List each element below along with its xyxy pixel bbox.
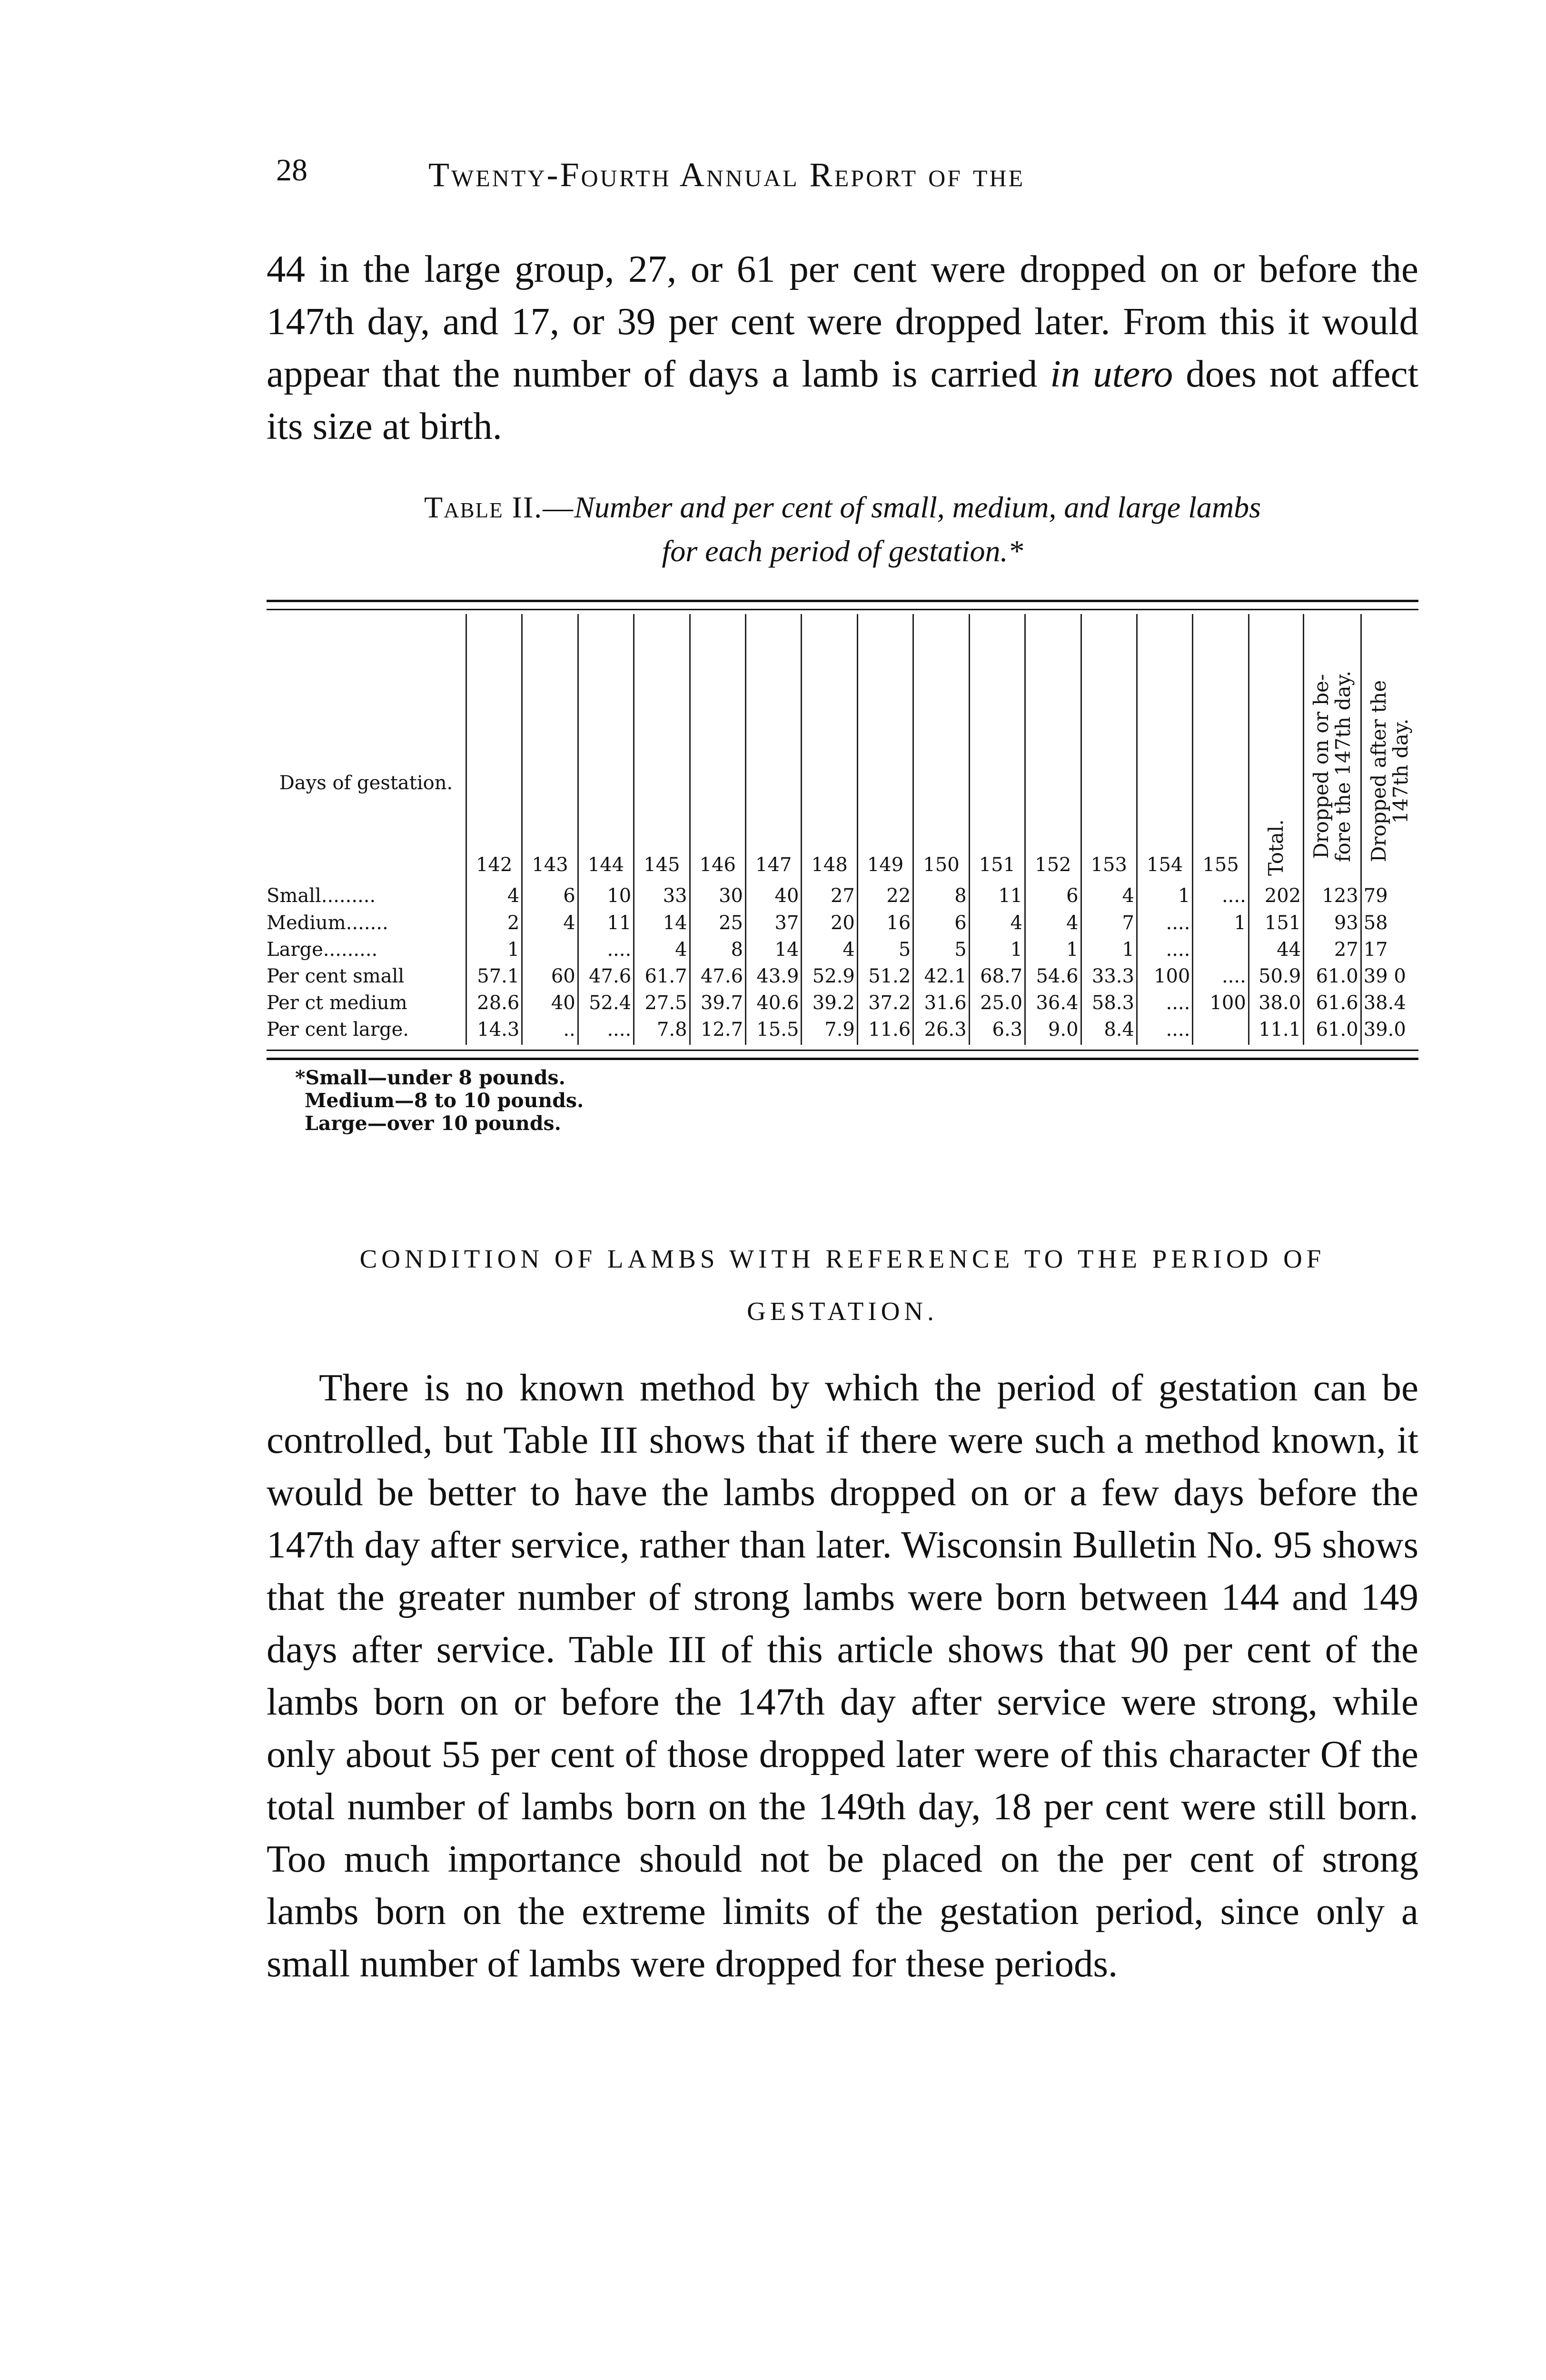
table-cell: 8 [690, 938, 745, 965]
page-number: 28 [276, 153, 307, 188]
table-cell: 11 [969, 881, 1025, 912]
table-cell: 1 [1137, 881, 1192, 912]
table-cell: .... [1137, 1018, 1192, 1045]
table-cell: 61.0 [1304, 965, 1361, 992]
paragraph1-italic: in utero [1050, 352, 1173, 395]
table-cell: 7.8 [634, 1018, 690, 1045]
table-cell: .... [1137, 992, 1192, 1018]
table-caption-line-2: for each period of gestation.* [662, 534, 1023, 568]
col-header: 152 [1025, 614, 1081, 881]
table-cell: 43.9 [746, 965, 802, 992]
table-cell: 15.5 [746, 1018, 802, 1045]
table-cell: 1 [969, 938, 1025, 965]
running-title: Twenty-Fourth Annual Report of the [428, 156, 1025, 194]
table-cell: 39.7 [690, 992, 745, 1018]
table-cell: 100 [1137, 965, 1192, 992]
table-cell: .... [578, 1018, 634, 1045]
table-cell: 68.7 [969, 965, 1025, 992]
table-cell: 11.1 [1249, 1018, 1303, 1045]
table-cell: .. [522, 1018, 578, 1045]
table-cell: 36.4 [1025, 992, 1081, 1018]
table-cell: 47.6 [578, 965, 634, 992]
table-cell: 8 [913, 881, 969, 912]
table-cell: 38.0 [1249, 992, 1303, 1018]
table-cell: 123 [1304, 881, 1361, 912]
table-cell: 40 [746, 881, 802, 912]
table-cell: 5 [857, 938, 913, 965]
paragraph1-tail: does not affect its size at birth. [267, 352, 1419, 447]
table-cell: 11.6 [857, 1018, 913, 1045]
table-cell: 39.0 [1361, 1018, 1418, 1045]
running-head [267, 152, 1418, 205]
table-cell: 93 [1304, 912, 1361, 938]
table-cell: 52.9 [802, 965, 857, 992]
table-cell: 27 [802, 881, 857, 912]
table-row [267, 881, 1418, 912]
table-cell: 2 [466, 912, 522, 938]
table-cell: 38.4 [1361, 992, 1418, 1018]
table-cell: 1 [1081, 938, 1137, 965]
row-label: Large......... [267, 939, 378, 961]
table-cell [1193, 938, 1249, 965]
table-cell: 27.5 [634, 992, 690, 1018]
col-header: 142 [466, 614, 522, 881]
table-row [267, 1018, 1418, 1045]
table-row [267, 965, 1418, 992]
table-cell: 4 [1025, 912, 1081, 938]
table-cell: .... [1137, 912, 1192, 938]
table-body [267, 881, 1418, 1045]
col-header: 149 [857, 614, 913, 881]
table-cell: 26.3 [913, 1018, 969, 1045]
table-cell: 27 [1304, 938, 1361, 965]
table-cell: 4 [969, 912, 1025, 938]
paragraph-conditions: There is no known method by which the period of gestation can be controlled, but Table III shows that if there were such a method known, it would be better to have the lambs dropped on or a few days before the 147th day after service, rather than later. Wisconsin Bulletin No. 95 shows that the greater number of strong lambs were born between 144 and 149 days after service. Table III of this article shows that 90 per cent of the lambs born on or before the 147th day after service were strong, while only about 55 per cent of those dropped later were of this character Of the total number of lambs born on the 149th day, 18 per cent were still born. Too much importance should not be placed on the per cent of strong lambs born on the extreme limits of the gestation period, since only a small number of lambs were dropped for these periods. [267, 1366, 1418, 1985]
col-header: 144 [578, 614, 634, 881]
table-caption-line-1: Number and per cent of small, medium, and large lambs [574, 490, 1261, 524]
row-label: Medium....... [267, 912, 388, 934]
before-header-text: Dropped on or be-fore the 147th day. [1309, 670, 1355, 863]
gestation-table [267, 600, 1418, 1071]
table-cell: 61.0 [1304, 1018, 1361, 1045]
col-header: 148 [802, 614, 857, 881]
table-cell: 60 [522, 965, 578, 992]
table-cell: 11 [578, 912, 634, 938]
table-cell: 17 [1361, 938, 1418, 965]
col-header: 143 [522, 614, 578, 881]
table-cell: .... [1137, 938, 1192, 965]
after-header [1361, 614, 1418, 881]
table-cell: 39.2 [802, 992, 857, 1018]
paragraph-continued [267, 243, 1418, 452]
table-top-rule [267, 600, 1418, 610]
table-cell: 50.9 [1249, 965, 1303, 992]
table-cell: 25.0 [969, 992, 1025, 1018]
total-header [1249, 614, 1303, 881]
table-caption [267, 486, 1418, 573]
table-cell: 1 [1193, 912, 1249, 938]
table-footnotes [295, 1066, 584, 1135]
col-header: 147 [746, 614, 802, 881]
table-cell: 4 [802, 938, 857, 965]
row-label: Small......... [267, 885, 376, 907]
table-cell: 54.6 [1025, 965, 1081, 992]
paragraph1-line-3: later. From this it would appear that the number of days [267, 300, 1418, 395]
after-header-text: Dropped after the 147th day. [1367, 680, 1413, 863]
table-cell: 58.3 [1081, 992, 1137, 1018]
table-label: Table II.— [424, 490, 575, 524]
table-cell: 6 [522, 881, 578, 912]
footnote: Medium—8 to 10 pounds. [305, 1089, 584, 1112]
col-header: 155 [1193, 614, 1249, 881]
table-cell: 5 [913, 938, 969, 965]
footnote: *Small—under 8 pounds. [295, 1066, 565, 1089]
section-heading-line-2: GESTATION. [747, 1297, 938, 1326]
row-header: Days of gestation. [279, 772, 453, 794]
before-header [1304, 614, 1361, 881]
col-header: 146 [690, 614, 745, 881]
table-cell [1193, 1018, 1249, 1045]
table-cell: 79 [1361, 881, 1418, 912]
col-header: 145 [634, 614, 690, 881]
table-cell: 14 [634, 912, 690, 938]
table-cell: 4 [466, 881, 522, 912]
section-heading [267, 1233, 1418, 1338]
table-row [267, 992, 1418, 1018]
table-cell: 33.3 [1081, 965, 1137, 992]
paragraph1-line-2: or before the 147th day, and 17, or 39 per cent were dropped [267, 248, 1418, 343]
table-cell: 151 [1249, 912, 1303, 938]
table-cell: .... [1193, 881, 1249, 912]
table-cell: 20 [802, 912, 857, 938]
data-table [267, 614, 1418, 1045]
table-cell: 10 [578, 881, 634, 912]
table-header-row [267, 614, 1418, 881]
table-cell: 40 [522, 992, 578, 1018]
table-cell: .... [578, 938, 634, 965]
table-cell: 31.6 [913, 992, 969, 1018]
table-cell: 4 [522, 912, 578, 938]
table-cell: 22 [857, 881, 913, 912]
table-cell: 58 [1361, 912, 1418, 938]
row-label: Per cent small [267, 965, 405, 988]
table-cell: 37 [746, 912, 802, 938]
table-cell: 30 [690, 881, 745, 912]
table-cell: 40.6 [746, 992, 802, 1018]
table-cell: 16 [857, 912, 913, 938]
table-cell: 100 [1193, 992, 1249, 1018]
table-cell: 1 [1025, 938, 1081, 965]
table-cell: 47.6 [690, 965, 745, 992]
table-cell: 61.7 [634, 965, 690, 992]
table-cell: 1 [466, 938, 522, 965]
table-cell: 57.1 [466, 965, 522, 992]
row-label: Per cent large. [267, 1019, 409, 1041]
table-cell: 14.3 [466, 1018, 522, 1045]
table-cell: 37.2 [857, 992, 913, 1018]
table-cell: 25 [690, 912, 745, 938]
table-cell: .... [1193, 965, 1249, 992]
table-row [267, 912, 1418, 938]
paragraph1-line-1: 44 in the large group, 27, or 61 per cent were dropped on [267, 248, 1199, 290]
table-cell: 9.0 [1025, 1018, 1081, 1045]
table-cell: 6 [913, 912, 969, 938]
section-heading-line-1: CONDITION OF LAMBS WITH REFERENCE TO THE PERIOD OF [359, 1244, 1326, 1273]
col-header: 150 [913, 614, 969, 881]
table-cell: 4 [634, 938, 690, 965]
table-cell: 33 [634, 881, 690, 912]
table-cell: 12.7 [690, 1018, 745, 1045]
table-cell: 14 [746, 938, 802, 965]
table-cell: 28.6 [466, 992, 522, 1018]
table-cell: 61.6 [1304, 992, 1361, 1018]
col-header: 154 [1137, 614, 1192, 881]
table-cell: 51.2 [857, 965, 913, 992]
table-cell: 39 0 [1361, 965, 1418, 992]
total-header-text: Total. [1264, 819, 1288, 876]
table-cell: 6 [1025, 881, 1081, 912]
table-cell [522, 938, 578, 965]
table-row [267, 938, 1418, 965]
table-cell: 52.4 [578, 992, 634, 1018]
col-header: 151 [969, 614, 1025, 881]
table-cell: 202 [1249, 881, 1303, 912]
footnote: Large—over 10 pounds. [305, 1112, 561, 1135]
table-cell: 7.9 [802, 1018, 857, 1045]
table-cell: 44 [1249, 938, 1303, 965]
table-cell: 42.1 [913, 965, 969, 992]
table-cell: 6.3 [969, 1018, 1025, 1045]
table-cell: 4 [1081, 881, 1137, 912]
table-bottom-rule [267, 1050, 1418, 1060]
table-cell: 8.4 [1081, 1018, 1137, 1045]
paragraph1-line-4: a lamb is carried [772, 352, 1038, 395]
table-cell: 7 [1081, 912, 1137, 938]
col-header: 153 [1081, 614, 1137, 881]
row-label: Per ct medium [267, 992, 407, 1014]
